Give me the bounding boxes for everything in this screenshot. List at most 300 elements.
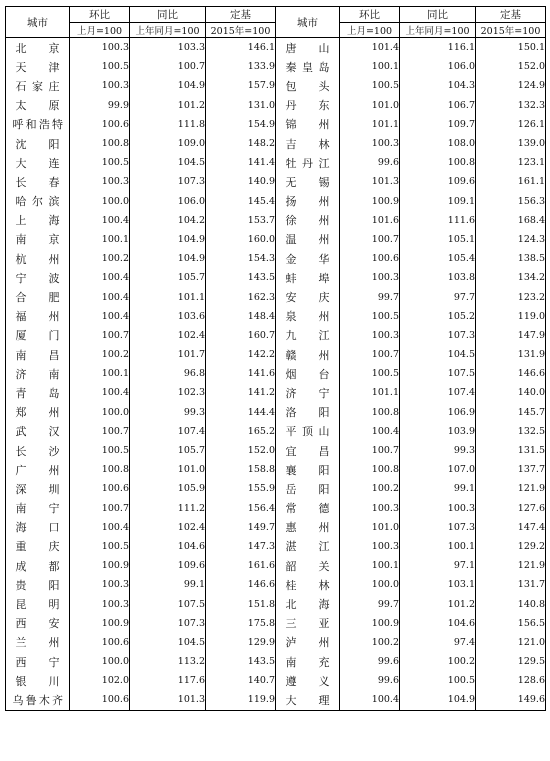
city-cell-right [276,307,340,326]
base-cell-right: 139.0 [476,134,546,153]
city-cell-right [276,556,340,575]
yoy-cell-left: 102.4 [130,326,206,345]
city-cell-right-text: 蚌埠 [285,271,330,285]
city-cell-right [276,57,340,76]
mom-cell-right: 100.9 [340,614,400,633]
mom-cell-right: 100.7 [340,345,400,364]
city-cell-left [6,76,70,95]
mom-cell-right: 100.5 [340,364,400,383]
city-cell-left [6,326,70,345]
city-cell-left-text: 济南 [15,367,60,381]
yoy-cell-left: 107.3 [130,172,206,191]
city-cell-left-text: 天津 [15,60,60,74]
base-cell-left: 141.6 [206,364,276,383]
base-cell-right: 123.2 [476,287,546,306]
base-cell-right: 149.6 [476,690,546,710]
city-cell-right-text: 扬州 [285,195,330,209]
header-mom-sub-left: 上月=100 [70,23,130,38]
base-cell-left: 148.2 [206,134,276,153]
base-cell-left: 154.9 [206,115,276,134]
city-cell-left [6,594,70,613]
yoy-cell-right: 97.4 [400,633,476,652]
yoy-cell-left: 101.1 [130,287,206,306]
mom-cell-left: 100.4 [70,211,130,230]
table-row [6,211,546,230]
mom-cell-left: 100.3 [70,172,130,191]
yoy-cell-left: 104.9 [130,230,206,249]
table-row [6,134,546,153]
city-cell-left [6,211,70,230]
city-cell-right [276,671,340,690]
city-cell-right-text: 岳阳 [285,482,330,496]
mom-cell-left: 100.0 [70,192,130,211]
city-cell-left [6,287,70,306]
base-cell-right: 138.5 [476,249,546,268]
yoy-cell-left: 101.7 [130,345,206,364]
mom-cell-right: 101.3 [340,172,400,191]
mom-cell-left: 100.6 [70,690,130,710]
yoy-cell-left: 100.7 [130,57,206,76]
header-yoy-left: 同比 [130,7,206,23]
yoy-cell-right: 107.3 [400,518,476,537]
header-base-left: 定基 [206,7,276,23]
mom-cell-left: 100.4 [70,307,130,326]
yoy-cell-right: 109.6 [400,172,476,191]
yoy-cell-right: 101.2 [400,594,476,613]
yoy-cell-left: 104.2 [130,211,206,230]
city-cell-right [276,383,340,402]
header-city-right: 城市 [276,7,340,38]
city-cell-left-text: 哈尔滨 [15,195,60,209]
base-cell-right: 128.6 [476,671,546,690]
yoy-cell-right: 104.9 [400,690,476,710]
mom-cell-right: 99.7 [340,594,400,613]
yoy-cell-left: 111.2 [130,499,206,518]
mom-cell-left: 100.8 [70,134,130,153]
base-cell-left: 175.8 [206,614,276,633]
table-row [6,192,546,211]
city-cell-right [276,518,340,537]
mom-cell-left: 100.5 [70,537,130,556]
city-cell-right-text: 韶关 [285,559,330,573]
base-cell-left: 131.0 [206,96,276,115]
city-cell-left-text: 大连 [15,156,60,170]
city-cell-left-text: 青岛 [15,386,60,400]
base-cell-right: 147.9 [476,326,546,345]
mom-cell-right: 100.4 [340,690,400,710]
city-cell-left-text: 南宁 [15,502,60,516]
header-city-left: 城市 [6,7,70,38]
mom-cell-right: 101.0 [340,518,400,537]
price-index-table [5,6,546,711]
mom-cell-right: 101.1 [340,115,400,134]
yoy-cell-left: 109.6 [130,556,206,575]
city-cell-right [276,479,340,498]
yoy-cell-left: 105.7 [130,268,206,287]
mom-cell-right: 99.6 [340,652,400,671]
table-body [6,38,546,711]
city-cell-left [6,172,70,191]
city-cell-right [276,422,340,441]
table-row [6,441,546,460]
table-row [6,307,546,326]
base-cell-left: 151.8 [206,594,276,613]
base-cell-right: 161.1 [476,172,546,191]
city-cell-left [6,518,70,537]
city-cell-left-text: 成都 [15,559,60,573]
base-cell-right: 129.5 [476,652,546,671]
city-cell-left-text: 乌鲁木齐 [12,693,63,707]
city-cell-left [6,230,70,249]
yoy-cell-left: 105.9 [130,479,206,498]
yoy-cell-right: 104.5 [400,345,476,364]
mom-cell-left: 100.8 [70,460,130,479]
city-cell-right-text: 烟台 [285,367,330,381]
base-cell-right: 137.7 [476,460,546,479]
yoy-cell-right: 109.1 [400,192,476,211]
yoy-cell-right: 103.9 [400,422,476,441]
table-row [6,153,546,172]
city-cell-right [276,230,340,249]
mom-cell-left: 100.3 [70,76,130,95]
city-cell-left-text: 北京 [15,41,60,55]
yoy-cell-right: 103.1 [400,575,476,594]
table-row [6,594,546,613]
yoy-cell-right: 116.1 [400,38,476,58]
mom-cell-left: 100.4 [70,518,130,537]
city-cell-right-text: 丹东 [285,99,330,113]
yoy-cell-left: 107.5 [130,594,206,613]
mom-cell-right: 100.3 [340,499,400,518]
yoy-cell-right: 106.7 [400,96,476,115]
mom-cell-right: 100.4 [340,422,400,441]
base-cell-left: 148.4 [206,307,276,326]
yoy-cell-right: 97.7 [400,287,476,306]
city-cell-left [6,307,70,326]
city-cell-right-text: 常德 [285,502,330,516]
city-cell-left-text: 呼和浩特 [12,118,63,132]
city-cell-right-text: 惠州 [285,521,330,535]
city-cell-right-text: 秦皇岛 [285,60,330,74]
yoy-cell-right: 100.5 [400,671,476,690]
yoy-cell-right: 107.4 [400,383,476,402]
header-yoy-sub-left: 上年同月=100 [130,23,206,38]
city-cell-left [6,403,70,422]
mom-cell-left: 100.7 [70,326,130,345]
yoy-cell-left: 109.0 [130,134,206,153]
yoy-cell-right: 99.3 [400,441,476,460]
city-cell-left-text: 南昌 [15,348,60,362]
mom-cell-right: 100.9 [340,192,400,211]
base-cell-left: 157.9 [206,76,276,95]
base-cell-left: 158.8 [206,460,276,479]
yoy-cell-left: 102.3 [130,383,206,402]
city-cell-left [6,96,70,115]
base-cell-right: 131.9 [476,345,546,364]
city-cell-left-text: 西宁 [15,655,60,669]
city-cell-right [276,633,340,652]
base-cell-right: 140.0 [476,383,546,402]
city-cell-right-text: 大理 [285,693,330,707]
city-cell-right-text: 济宁 [285,386,330,400]
city-cell-left-text: 杭州 [15,252,60,266]
yoy-cell-right: 106.9 [400,403,476,422]
city-cell-right [276,690,340,710]
base-cell-right: 129.2 [476,537,546,556]
city-cell-right [276,614,340,633]
base-cell-right: 147.4 [476,518,546,537]
table-row [6,268,546,287]
mom-cell-left: 100.1 [70,364,130,383]
city-cell-left [6,57,70,76]
city-cell-left [6,690,70,710]
city-cell-right-text: 宜昌 [285,444,330,458]
base-cell-left: 140.7 [206,671,276,690]
city-cell-right [276,403,340,422]
yoy-cell-left: 107.4 [130,422,206,441]
yoy-cell-left: 99.1 [130,575,206,594]
header-mom-right: 环比 [340,7,400,23]
yoy-cell-right: 100.8 [400,153,476,172]
table-row [6,575,546,594]
price-index-table-container [5,6,545,711]
base-cell-left: 143.5 [206,652,276,671]
city-cell-right [276,96,340,115]
yoy-cell-left: 111.8 [130,115,206,134]
city-cell-left-text: 海口 [15,521,60,535]
table-row [6,345,546,364]
mom-cell-right: 100.7 [340,441,400,460]
mom-cell-right: 101.4 [340,38,400,58]
base-cell-left: 160.0 [206,230,276,249]
base-cell-right: 131.5 [476,441,546,460]
mom-cell-left: 100.2 [70,249,130,268]
base-cell-right: 124.3 [476,230,546,249]
city-cell-right [276,326,340,345]
city-cell-right [276,441,340,460]
city-cell-left [6,460,70,479]
city-cell-left [6,652,70,671]
city-cell-right-text: 襄阳 [285,463,330,477]
city-cell-right [276,345,340,364]
table-row [6,499,546,518]
city-cell-left-text: 南京 [15,233,60,247]
header-mom-sub-right: 上月=100 [340,23,400,38]
table-row [6,479,546,498]
table-row [6,690,546,710]
city-cell-left [6,499,70,518]
table-row [6,422,546,441]
yoy-cell-left: 104.9 [130,249,206,268]
yoy-cell-right: 105.4 [400,249,476,268]
table-row [6,57,546,76]
base-cell-left: 149.7 [206,518,276,537]
city-cell-left-text: 福州 [15,310,60,324]
city-cell-left [6,38,70,58]
city-cell-left [6,422,70,441]
mom-cell-left: 100.3 [70,38,130,58]
header-row-main [6,7,546,23]
city-cell-right-text: 泉州 [285,310,330,324]
city-cell-right [276,287,340,306]
city-cell-left-text: 兰州 [15,636,60,650]
mom-cell-right: 99.6 [340,671,400,690]
city-cell-right-text: 唐山 [285,41,330,55]
city-cell-left [6,575,70,594]
city-cell-left [6,364,70,383]
city-cell-left-text: 重庆 [15,540,60,554]
table-row [6,76,546,95]
mom-cell-left: 100.0 [70,652,130,671]
base-cell-right: 156.5 [476,614,546,633]
mom-cell-right: 100.5 [340,307,400,326]
yoy-cell-right: 99.1 [400,479,476,498]
mom-cell-left: 100.0 [70,403,130,422]
mom-cell-right: 100.8 [340,460,400,479]
base-cell-left: 165.2 [206,422,276,441]
base-cell-left: 156.4 [206,499,276,518]
city-cell-right-text: 包头 [285,79,330,93]
city-cell-left-text: 郑州 [15,406,60,420]
table-row [6,518,546,537]
mom-cell-right: 101.0 [340,96,400,115]
yoy-cell-left: 101.2 [130,96,206,115]
yoy-cell-left: 99.3 [130,403,206,422]
table-row [6,364,546,383]
city-cell-left [6,153,70,172]
base-cell-left: 152.0 [206,441,276,460]
base-cell-left: 141.4 [206,153,276,172]
base-cell-right: 119.0 [476,307,546,326]
city-cell-right [276,172,340,191]
mom-cell-right: 100.1 [340,556,400,575]
city-cell-left [6,249,70,268]
city-cell-left [6,192,70,211]
mom-cell-right: 100.6 [340,249,400,268]
yoy-cell-left: 103.3 [130,38,206,58]
mom-cell-left: 100.3 [70,575,130,594]
base-cell-right: 121.0 [476,633,546,652]
yoy-cell-right: 100.1 [400,537,476,556]
city-cell-right-text: 赣州 [285,348,330,362]
city-cell-left [6,556,70,575]
city-cell-left-text: 太原 [15,99,60,113]
city-cell-right [276,537,340,556]
city-cell-left [6,633,70,652]
city-cell-left [6,115,70,134]
mom-cell-right: 101.6 [340,211,400,230]
yoy-cell-right: 104.6 [400,614,476,633]
city-cell-right [276,575,340,594]
yoy-cell-right: 103.8 [400,268,476,287]
city-cell-right-text: 九江 [285,329,330,343]
city-cell-right [276,364,340,383]
city-cell-left-text: 石家庄 [15,79,60,93]
mom-cell-left: 100.5 [70,57,130,76]
city-cell-right-text: 锦州 [285,118,330,132]
city-cell-left-text: 长春 [15,175,60,189]
table-row [6,249,546,268]
city-cell-left [6,383,70,402]
mom-cell-right: 100.3 [340,268,400,287]
base-cell-left: 153.7 [206,211,276,230]
table-row [6,383,546,402]
mom-cell-left: 100.9 [70,556,130,575]
base-cell-left: 154.3 [206,249,276,268]
city-cell-left-text: 武汉 [15,425,60,439]
mom-cell-right: 100.5 [340,76,400,95]
mom-cell-left: 100.5 [70,153,130,172]
city-cell-right-text: 南充 [285,655,330,669]
city-cell-right-text: 洛阳 [285,406,330,420]
mom-cell-right: 100.3 [340,134,400,153]
base-cell-left: 146.1 [206,38,276,58]
base-cell-left: 145.4 [206,192,276,211]
header-base-sub-left: 2015年=100 [206,23,276,38]
mom-cell-left: 100.1 [70,230,130,249]
base-cell-left: 155.9 [206,479,276,498]
base-cell-right: 127.6 [476,499,546,518]
table-row [6,671,546,690]
base-cell-right: 152.0 [476,57,546,76]
city-cell-right-text: 徐州 [285,214,330,228]
yoy-cell-left: 103.6 [130,307,206,326]
base-cell-right: 134.2 [476,268,546,287]
city-cell-right-text: 北海 [285,598,330,612]
yoy-cell-right: 107.0 [400,460,476,479]
city-cell-left [6,134,70,153]
table-row [6,172,546,191]
base-cell-left: 141.2 [206,383,276,402]
yoy-cell-left: 113.2 [130,652,206,671]
yoy-cell-right: 105.1 [400,230,476,249]
table-row [6,230,546,249]
mom-cell-right: 100.2 [340,633,400,652]
city-cell-right-text: 吉林 [285,137,330,151]
city-cell-left-text: 长沙 [15,444,60,458]
header-base-right: 定基 [476,7,546,23]
city-cell-left-text: 厦门 [15,329,60,343]
header-base-sub-right: 2015年=100 [476,23,546,38]
city-cell-right [276,115,340,134]
city-cell-left-text: 合肥 [15,291,60,305]
table-row [6,460,546,479]
mom-cell-left: 100.6 [70,115,130,134]
base-cell-left: 147.3 [206,537,276,556]
base-cell-right: 121.9 [476,479,546,498]
mom-cell-left: 100.7 [70,422,130,441]
city-cell-left [6,441,70,460]
city-cell-right [276,268,340,287]
city-cell-right-text: 桂林 [285,578,330,592]
city-cell-right-text: 平顶山 [285,425,330,439]
base-cell-right: 121.9 [476,556,546,575]
city-cell-left [6,268,70,287]
base-cell-right: 124.9 [476,76,546,95]
mom-cell-left: 100.6 [70,479,130,498]
city-cell-left-text: 宁波 [15,271,60,285]
header-yoy-right: 同比 [400,7,476,23]
city-cell-left-text: 银川 [15,674,60,688]
base-cell-left: 143.5 [206,268,276,287]
city-cell-right-text: 无锡 [285,175,330,189]
yoy-cell-right: 107.3 [400,326,476,345]
city-cell-right-text: 三亚 [285,617,330,631]
base-cell-right: 150.1 [476,38,546,58]
city-cell-right [276,76,340,95]
base-cell-left: 119.9 [206,690,276,710]
base-cell-left: 162.3 [206,287,276,306]
